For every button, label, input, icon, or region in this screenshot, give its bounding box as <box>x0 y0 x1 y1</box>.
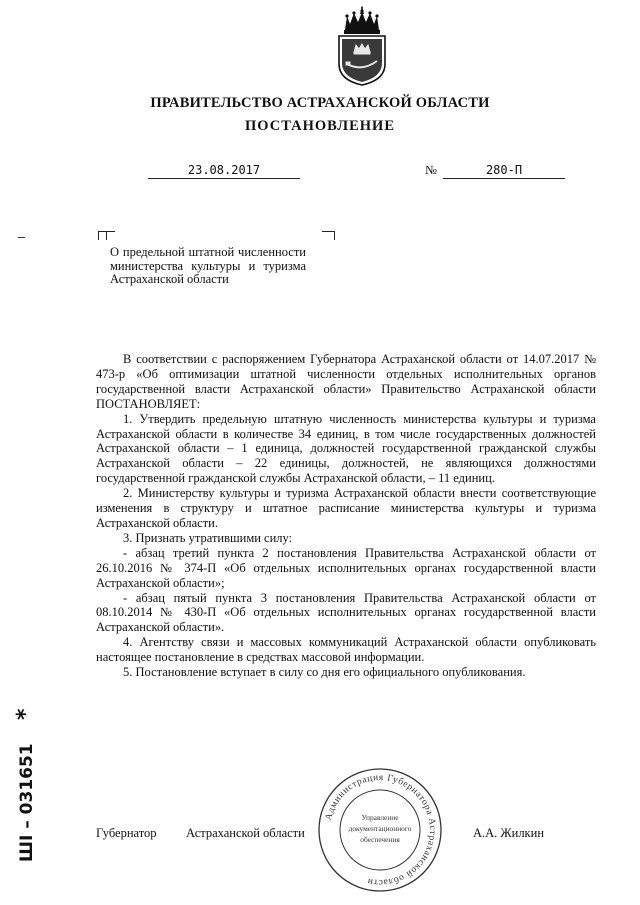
stamp-line-1: Управление <box>361 813 399 822</box>
decree-date: 23.08.2017 <box>148 163 300 179</box>
decree-body <box>96 352 596 680</box>
signatory-position: Губернатор <box>96 826 157 840</box>
stamp-outer-text: Администрация Губернатора Астраханской области <box>323 772 438 888</box>
clause-1: 1. Утвердить предельную штатную численность министерства культуры и туризма Астраханской области в количестве 34 единиц, в том числе государственных должностей Астраханской области – 1 единица, должностей государственной гражданской службы Астраханской области – 22 единицы, должностей, не являющихся должностями государственной гражданской службы Астраханской области, – 11 единиц. <box>96 411 596 486</box>
clause-3-item-b: - абзац пятый пункта 3 постановления Правительства Астраханской области от 08.10.2014 № 430-П «Об отдельных исполнительных органах государственной власти Астраханской области». <box>96 590 596 635</box>
subject-bracket-right <box>322 231 335 240</box>
registration-asterisk: * <box>13 708 38 720</box>
clause-4: 4. Агентству связи и массовых коммуникаций Астраханской области опубликовать настоящее постановление в средствах массовой информации. <box>96 635 596 665</box>
preamble-paragraph: В соответствии с распоряжением Губернатора Астраханской области от 14.07.2017 № 473-р «Об оптимизации штатной численности отдельных исполнительных органов государственной власти Астраханской области» Правительство Астраханской области ПОСТАНОВЛЯЕТ: <box>96 352 596 411</box>
document-type-title: ПОСТАНОВЛЕНИЕ <box>244 118 395 134</box>
signatory-region: Астраханской области <box>186 826 305 840</box>
decree-subject: О предельной штатной численности министерства культуры и туризма Астраханской области <box>110 245 306 287</box>
number-sign: № <box>425 163 437 177</box>
signatory-name: А.А. Жилкин <box>473 826 545 840</box>
clause-5: 5. Постановление вступает в силу со дня его официального опубликования. <box>123 665 526 680</box>
stamp-line-3: обеспечения <box>360 835 400 844</box>
clause-3-item-a: - абзац третий пункта 2 постановления Правительства Астраханской области от 26.10.2016 № 374-П «Об отдельных исполнительных органах государственной власти Астраханской области»; <box>96 545 596 590</box>
official-stamp <box>316 766 444 894</box>
registration-number-text: ШI – 031651 <box>17 743 37 862</box>
stamp-line-2: документационного <box>348 824 412 833</box>
clause-2: 2. Министерству культуры и туризма Астраханской области внести соответствующие изменения в структуру и штатное расписание министерства культуры и туризма Астраханской области. <box>96 486 596 530</box>
margin-dash <box>18 237 25 238</box>
registration-number <box>2 680 42 870</box>
clause-3: 3. Признать утратившими силу: <box>123 530 293 545</box>
decree-number: 280-П <box>443 163 565 179</box>
government-title: ПРАВИТЕЛЬСТВО АСТРАХАНСКОЙ ОБЛАСТИ <box>150 95 490 111</box>
subject-bracket-left-inner <box>106 231 115 240</box>
astrakhan-coat-of-arms-icon <box>333 6 391 86</box>
